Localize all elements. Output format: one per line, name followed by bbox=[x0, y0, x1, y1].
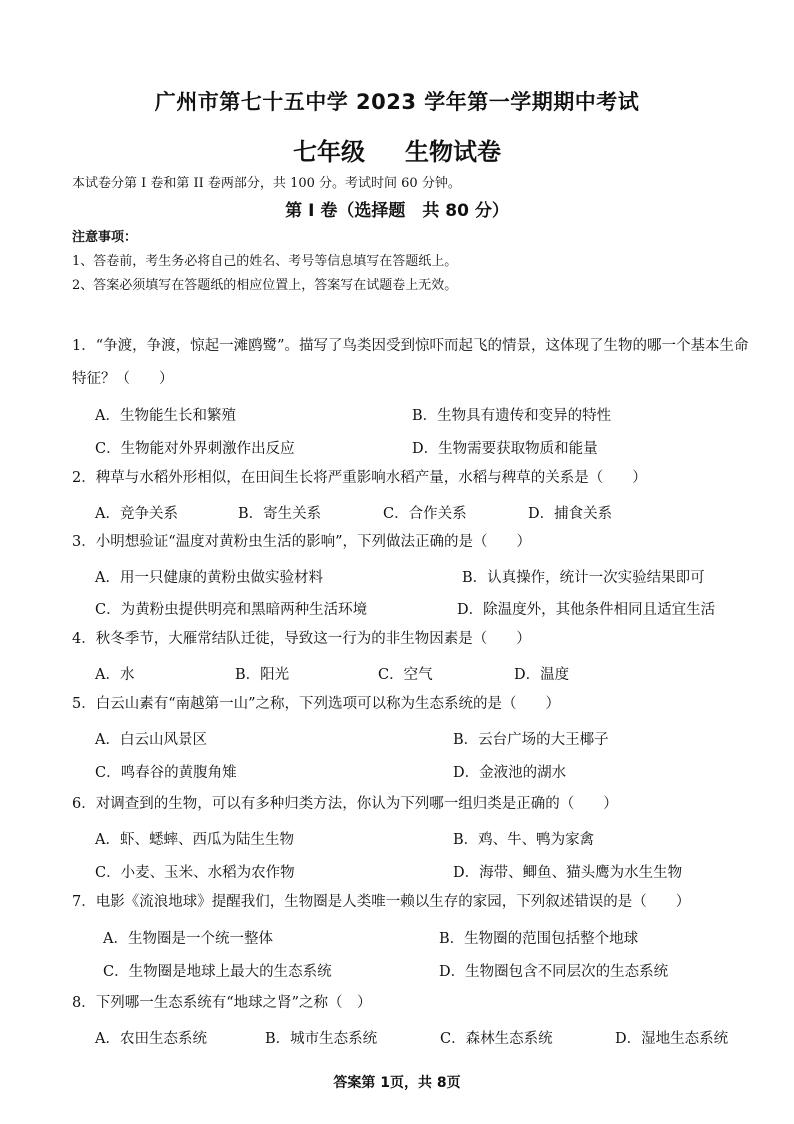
note-item: 2、答案必须填写在答题纸的相应位置上，答案写在试题卷上无效。 bbox=[72, 278, 458, 293]
option: A．农田生态系统 bbox=[95, 1031, 207, 1047]
option: A．用一只健康的黄粉虫做实验材料 bbox=[95, 570, 323, 586]
option: A．生物圈是一个统一整体 bbox=[103, 931, 273, 947]
option: B．生物具有遗传和变异的特性 bbox=[412, 408, 612, 424]
option: C．小麦、玉米、水稻为农作物 bbox=[95, 865, 295, 881]
option: D．生物圈包含不同层次的生态系统 bbox=[439, 964, 669, 980]
option: A．水 bbox=[95, 667, 135, 683]
option: B．生物圈的范围包括整个地球 bbox=[439, 931, 639, 947]
option: C．生物能对外界刺激作出反应 bbox=[95, 441, 295, 457]
option: B．认真操作，统计一次实验结果即可 bbox=[462, 570, 705, 586]
question-3-stem: 3．小明想验证“温度对黄粉虫生活的影响”，下列做法正确的是（ ） bbox=[72, 534, 532, 550]
option: B．阳光 bbox=[235, 667, 290, 683]
option: D．除温度外，其他条件相同且适宜生活 bbox=[457, 602, 716, 618]
option: A．白云山风景区 bbox=[95, 732, 207, 748]
option: B．云台广场的大王椰子 bbox=[453, 732, 609, 748]
question-7-stem: 7．电影《流浪地球》提醒我们，生物圈是人类唯一赖以生存的家园，下列叙述错误的是（ ） bbox=[72, 894, 691, 910]
option: C．空气 bbox=[378, 667, 433, 683]
section-title: 第 I 卷（选择题 共 80 分） bbox=[285, 201, 509, 221]
exam-intro: 本试卷分第 I 卷和第 II 卷两部分，共 100 分。考试时间 60 分钟。 bbox=[72, 176, 461, 191]
option: C．为黄粉虫提供明亮和黑暗两种生活环境 bbox=[95, 602, 368, 618]
notes-heading: 注意事项： bbox=[72, 230, 138, 245]
option: D．捕食关系 bbox=[528, 506, 613, 522]
question-4-stem: 4．秋冬季节，大雁常结队迁徙，导致这一行为的非生物因素是（ ） bbox=[72, 631, 531, 647]
option: B．城市生态系统 bbox=[265, 1031, 378, 1047]
subject-label: 生物试卷 bbox=[405, 138, 501, 166]
question-2-stem: 2．稗草与水稻外形相似，在田间生长将严重影响水稻产量，水稻与稗草的关系是（ ） bbox=[72, 470, 647, 486]
option: B．寄生关系 bbox=[238, 506, 322, 522]
option: C．森林生态系统 bbox=[440, 1031, 553, 1047]
option: D．金液池的湖水 bbox=[453, 765, 567, 781]
question-6-stem: 6．对调查到的生物，可以有多种归类方法，你认为下列哪一组归类是正确的（ ） bbox=[72, 796, 618, 812]
page-footer: 答案第 1页，共 8页 bbox=[333, 1075, 461, 1091]
option: D．生物需要获取物质和能量 bbox=[412, 441, 598, 457]
option: B．鸡、牛、鸭为家禽 bbox=[453, 832, 595, 848]
question-1-stem: 1．“争渡，争渡，惊起一滩鸥鹭”。描写了鸟类因受到惊吓而起飞的情景，这体现了生物的哪一个基本生命 bbox=[72, 338, 749, 354]
option: D．温度 bbox=[514, 667, 570, 683]
grade-label: 七年级 bbox=[293, 138, 365, 166]
option: D．湿地生态系统 bbox=[615, 1031, 729, 1047]
option: C．生物圈是地球上最大的生态系统 bbox=[103, 964, 332, 980]
option: A．虾、蟋蟀、西瓜为陆生生物 bbox=[95, 832, 294, 848]
option: A．竞争关系 bbox=[95, 506, 178, 522]
note-item: 1、答卷前，考生务必将自己的姓名、考号等信息填写在答题纸上。 bbox=[72, 254, 458, 269]
question-1-stem-cont: 特征？（ ） bbox=[72, 371, 174, 387]
question-8-stem: 8．下列哪一生态系统有“地球之肾”之称（ ） bbox=[72, 995, 372, 1011]
exam-title: 广州市第七十五中学 2023 学年第一学期期中考试 bbox=[154, 90, 640, 114]
option: C．合作关系 bbox=[383, 506, 467, 522]
option: C．鸣春谷的黄腹角雉 bbox=[95, 765, 237, 781]
exam-subtitle bbox=[0, 132, 794, 167]
question-5-stem: 5．白云山素有“南越第一山”之称，下列选项可以称为生态系统的是（ ） bbox=[72, 696, 561, 712]
option: D．海带、鲫鱼、猫头鹰为水生生物 bbox=[453, 865, 683, 881]
option: A．生物能生长和繁殖 bbox=[95, 408, 236, 424]
